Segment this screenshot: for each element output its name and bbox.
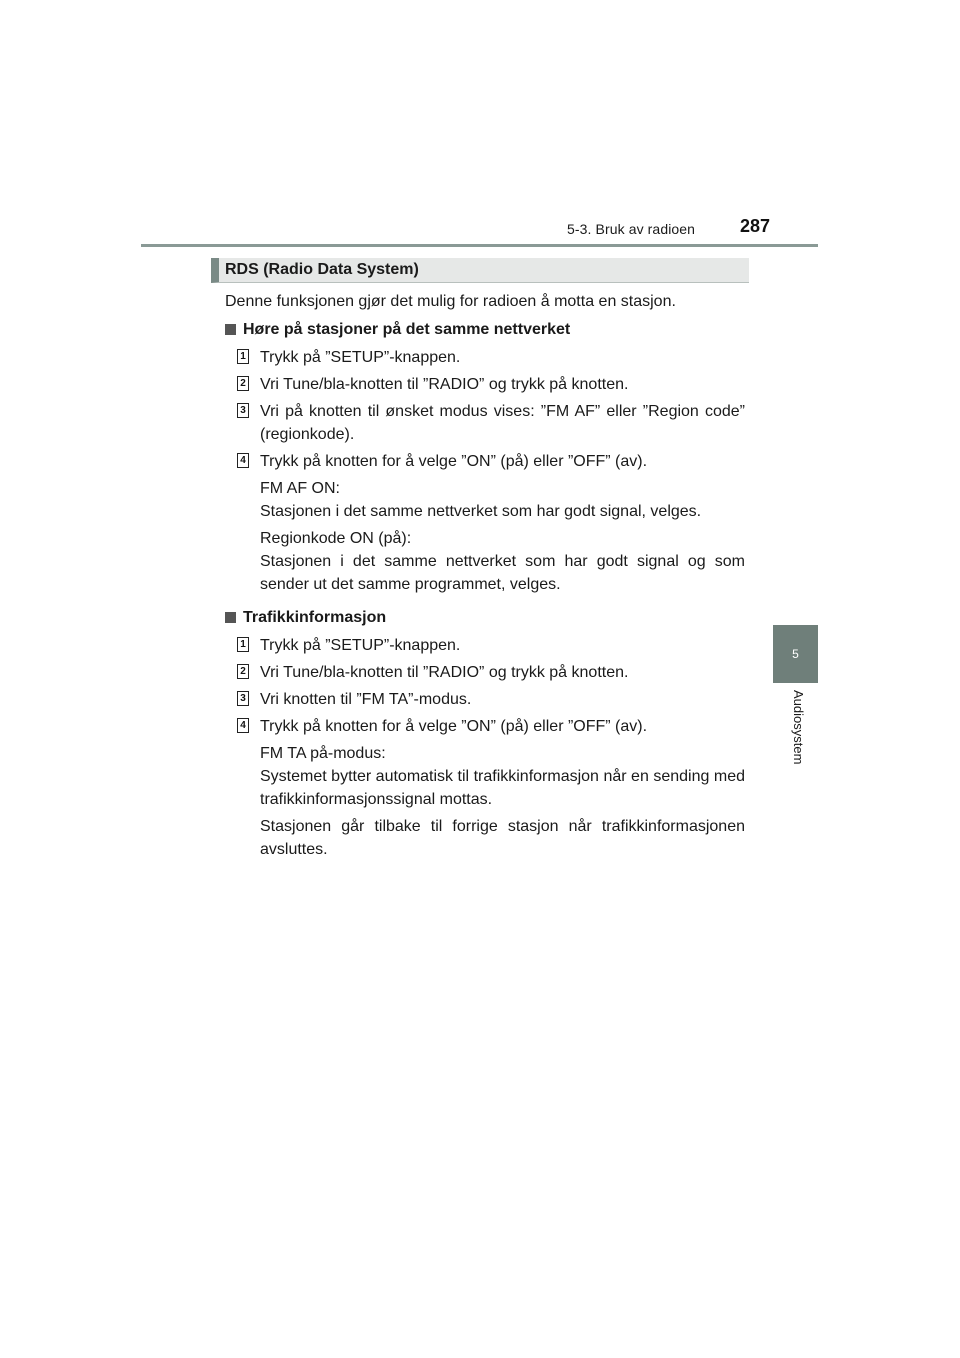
header-section-title: 5-3. Bruk av radioen xyxy=(567,221,696,237)
step-number-icon: 3 xyxy=(237,691,249,706)
subheading-same-network xyxy=(225,318,745,341)
step-item xyxy=(225,346,745,369)
step-text: Vri Tune/bla-knotten til ”RADIO” og trykk på knotten. xyxy=(260,376,629,393)
step-text: Trykk på knotten for å velge ”ON” (på) eller ”OFF” (av). xyxy=(260,718,648,735)
section-title-bar xyxy=(211,258,749,283)
note-return-station xyxy=(225,815,745,861)
subheading-text: Høre på stasjoner på det samme nettverket xyxy=(243,321,571,338)
chapter-number: 5 xyxy=(792,647,799,661)
square-bullet-icon xyxy=(225,612,236,623)
step-number-icon: 2 xyxy=(237,664,249,679)
step-number-icon: 1 xyxy=(237,349,249,364)
step-text: Trykk på knotten for å velge ”ON” (på) eller ”OFF” (av). xyxy=(260,453,648,470)
step-number-icon: 3 xyxy=(237,403,249,418)
step-number-icon: 2 xyxy=(237,376,249,391)
note-text: Stasjonen i det samme nettverket som har godt signal og som sender ut det samme programmet, velges. xyxy=(260,553,745,593)
intro-text: Denne funksjonen gjør det mulig for radioen å motta en stasjon. xyxy=(225,293,676,310)
step-item xyxy=(225,450,745,473)
note-title: Regionkode ON (på): xyxy=(260,530,412,547)
step-item xyxy=(225,661,745,684)
note-title: FM TA på-modus: xyxy=(260,745,386,762)
step-item xyxy=(225,400,745,446)
step-text: Vri knotten til ”FM TA”-modus. xyxy=(260,691,472,708)
step-item xyxy=(225,688,745,711)
page-number: 287 xyxy=(740,216,771,236)
step-text: Trykk på ”SETUP”-knappen. xyxy=(260,349,461,366)
note-text: Stasjonen i det samme nettverket som har godt signal, velges. xyxy=(260,503,702,520)
note-fm-af xyxy=(225,477,745,523)
note-text: Stasjonen går tilbake til forrige stasjon når trafikkinformasjonen avsluttes. xyxy=(260,818,745,858)
step-item xyxy=(225,373,745,396)
step-text: Vri på knotten til ønsket modus vises: ”FM AF” eller ”Region code” (regionkode). xyxy=(260,403,745,443)
step-item xyxy=(225,634,745,657)
step-number-icon: 4 xyxy=(237,718,249,733)
header-divider xyxy=(141,244,818,247)
chapter-tab xyxy=(773,625,818,683)
step-item xyxy=(225,715,745,738)
step-number-icon: 1 xyxy=(237,637,249,652)
step-text: Vri Tune/bla-knotten til ”RADIO” og trykk på knotten. xyxy=(260,664,629,681)
note-title: FM AF ON: xyxy=(260,480,340,497)
note-region-code xyxy=(225,527,745,596)
step-text: Trykk på ”SETUP”-knappen. xyxy=(260,637,461,654)
note-text: Systemet bytter automatisk til trafikkinformasjon når en sending med trafikkinformasjonssignal mottas. xyxy=(260,768,745,808)
step-number-icon: 4 xyxy=(237,453,249,468)
main-content xyxy=(225,290,745,865)
subheading-text: Trafikkinformasjon xyxy=(243,609,387,626)
subheading-traffic-info xyxy=(225,606,745,629)
note-fm-ta xyxy=(225,742,745,811)
section-title: RDS (Radio Data System) xyxy=(225,261,419,278)
square-bullet-icon xyxy=(225,324,236,335)
chapter-title: Audiosystem xyxy=(791,690,806,765)
